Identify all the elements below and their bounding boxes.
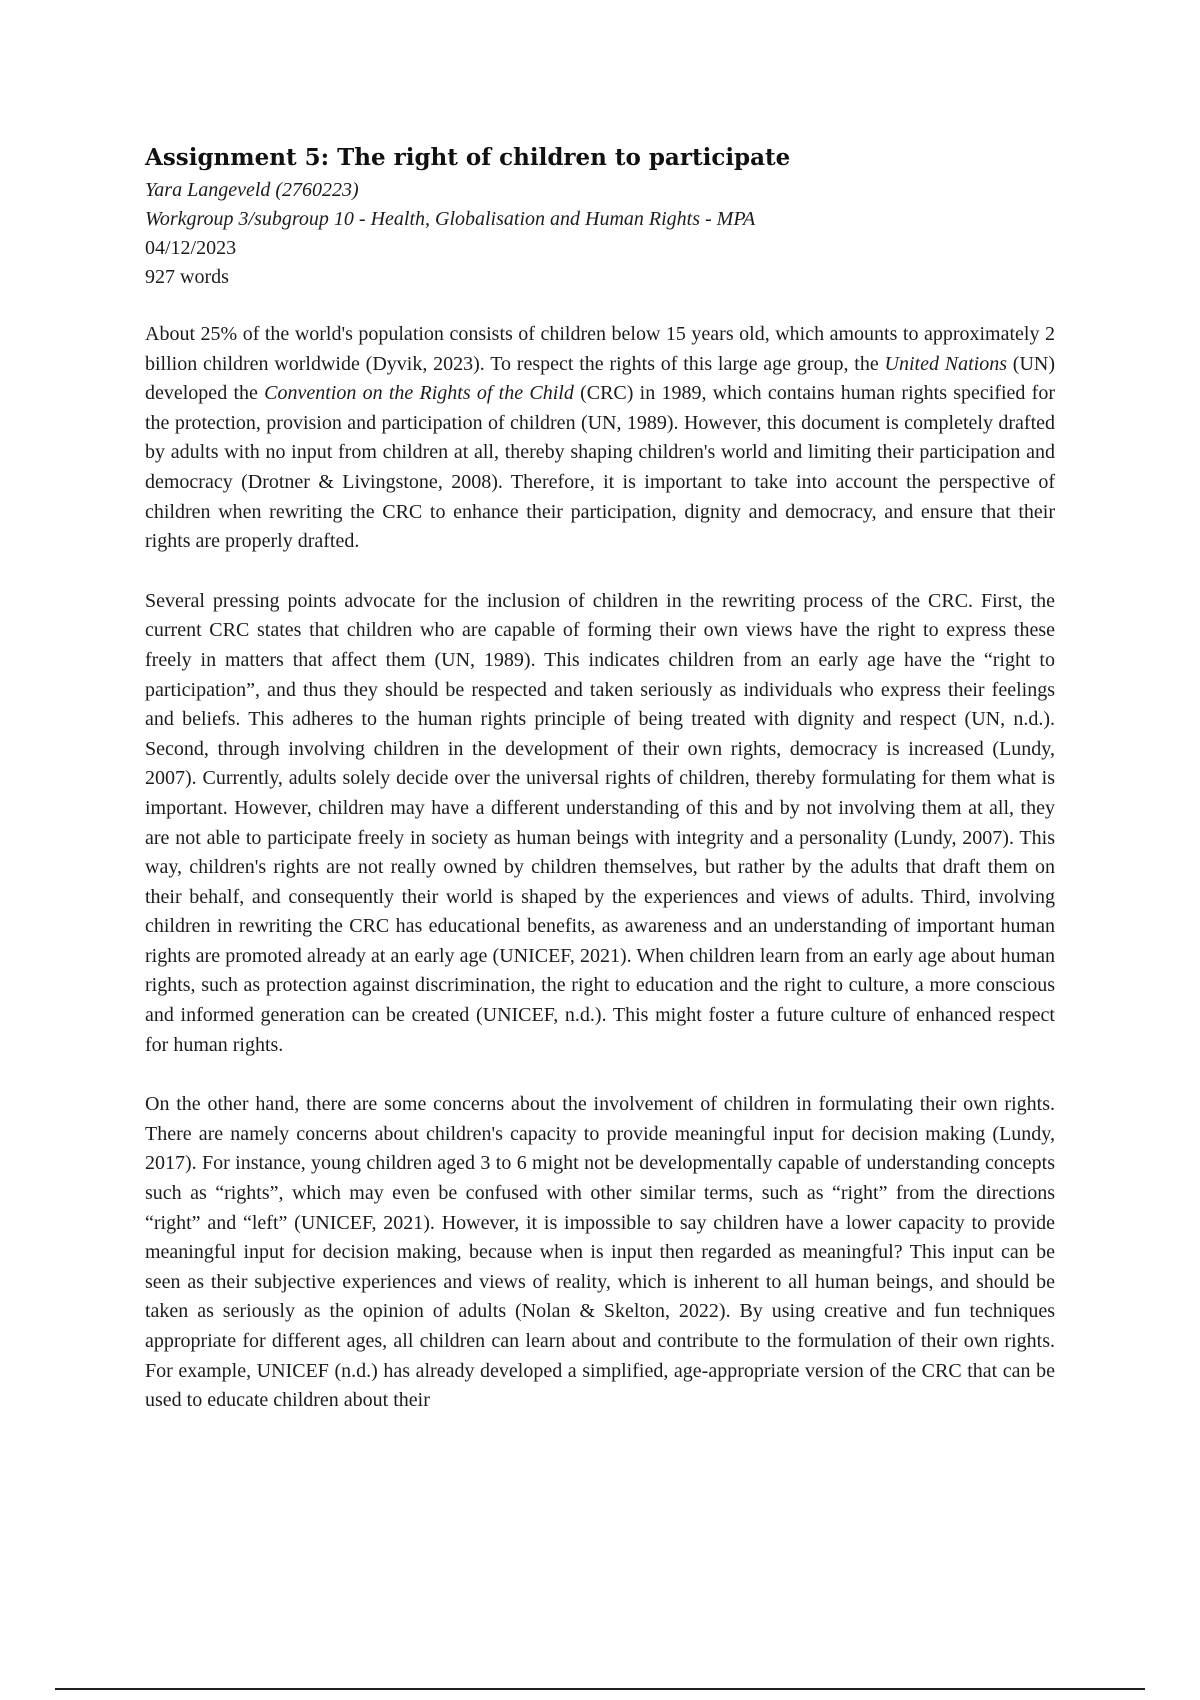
word-count-line: 927 words xyxy=(145,266,229,288)
document-title: Assignment 5: The right of children to participate xyxy=(145,144,791,171)
united-nations-italic: United Nations xyxy=(884,352,1007,375)
document-meta xyxy=(145,176,1055,292)
paragraph-intro-text-1: About 25% of the world's population consists of children below 15 years old, which amounts to approximately 2 billion children worldwide (Dyvik, 2023). To respect the rights of this large age group, the xyxy=(145,323,1055,375)
paragraph-intro-text-3: (CRC) in 1989, which contains human rights specified for the protection, provision and participation of children (UN, 1989). However, this document is completely drafted by adults with no input from children at all, thereby shaping children's world and limiting their participation and democracy (Drotner & Livingstone, 2008). Therefore, it is important to take into account the perspective of children when rewriting the CRC to enhance their participation, dignity and democracy, and ensure that their rights are properly drafted. xyxy=(145,382,1055,553)
paragraph-intro-text-2: (UN) developed the xyxy=(145,352,1055,405)
convention-title-italic: Convention on the Rights of the Child xyxy=(264,382,574,405)
author-line: Yara Langeveld (2760223) xyxy=(145,179,359,201)
workgroup-line: Workgroup 3/subgroup 10 - Health, Globalisation and Human Rights - MPA xyxy=(145,208,756,230)
paragraph-intro xyxy=(145,320,1055,557)
paragraph-arguments-for: Several pressing points advocate for the inclusion of children in the rewriting process of the CRC. First, the current CRC states that children who are capable of forming their own views have the right to express these freely in matters that affect them (UN, 1989). This indicates children from an early age have the “right to participation”, and thus they should be respected and taken seriously as individuals who express their feelings and beliefs. This adheres to the human rights principle of being treated with dignity and respect (UN, n.d.). Second, through involving children in the development of their own rights, democracy is increased (Lundy, 2007). Currently, adults solely decide over the universal rights of children, thereby formulating for them what is important. However, children may have a different understanding of this and by not involving them at all, they are not able to participate freely in society as human beings with integrity and a personality (Lundy, 2007). This way, children's rights are not really owned by children themselves, but rather by the adults that draft them on their behalf, and consequently their world is shaped by the experiences and views of adults. Third, involving children in rewriting the CRC has educational benefits, as awareness and an understanding of important human rights are promoted already at an early age (UNICEF, 2021). When children learn from an early age about human rights, such as protection against discrimination, the right to education and the right to culture, a more conscious and informed generation can be created (UNICEF, n.d.). This might foster a future culture of enhanced respect for human rights. xyxy=(145,589,1055,1056)
document-page xyxy=(145,140,1055,1446)
paragraph-concerns: On the other hand, there are some concerns about the involvement of children in formulating their own rights. There are namely concerns about children's capacity to provide meaningful input for decision making (Lundy, 2017). For instance, young children aged 3 to 6 might not be developmentally capable of understanding concepts such as “rights”, which may even be confused with other similar terms, such as “right” from the directions “right” and “left” (UNICEF, 2021). However, it is impossible to say children have a lower capacity to provide meaningful input for decision making, because when is input then regarded as meaningful? This input can be seen as their subjective experiences and views of reality, which is inherent to all human beings, and should be taken as seriously as the opinion of adults (Nolan & Skelton, 2022). By using creative and fun techniques appropriate for different ages, all children can learn about and contribute to the formulation of their own rights. For example, UNICEF (n.d.) has already developed a simplified, age-appropriate version of the CRC that can be used to educate children about their xyxy=(145,1093,1055,1412)
date-line: 04/12/2023 xyxy=(145,237,237,259)
page-bottom-rule xyxy=(55,1688,1145,1690)
